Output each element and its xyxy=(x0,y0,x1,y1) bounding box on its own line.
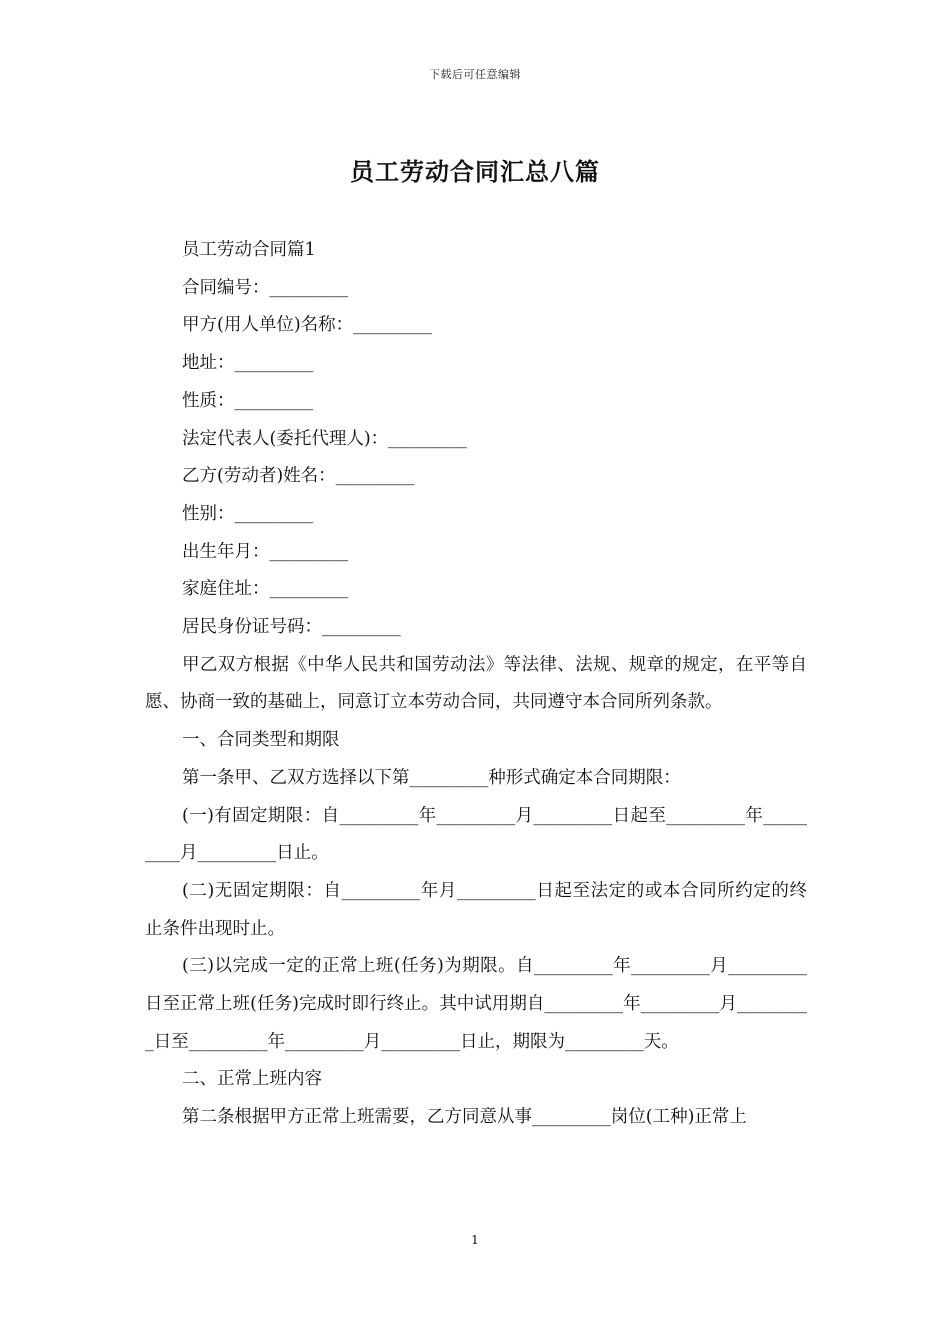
birth-date-field: 出生年月：_________ xyxy=(182,541,349,562)
address-field: 地址：_________ xyxy=(182,353,314,374)
section-heading-contract-type: 一、合同类型和期限 xyxy=(182,730,340,751)
clause-task-term: (三)以完成一定的正常上班(任务)为期限。自_________年_________月_________日至正常上班(任务)完成时即行终止。其中试用期自_________年_________月_________日至_________年_________月_________日止，期限为_________天。 xyxy=(145,956,807,1052)
clause-open-term: (二)无固定期限：自_________年月_________日起至法定的或本合同所约定的终止条件出现时止。 xyxy=(145,880,807,939)
gender-field: 性别：_________ xyxy=(182,503,314,524)
document-body xyxy=(145,232,807,1137)
party-b-name-field: 乙方(劳动者)姓名：_________ xyxy=(182,466,415,487)
article-two: 第二条根据甲方正常上班需要，乙方同意从事_________岗位(工种)正常上 xyxy=(182,1107,747,1128)
id-number-field: 居民身份证号码：_________ xyxy=(182,617,401,638)
preamble-paragraph: 甲乙双方根据《中华人民共和国劳动法》等法律、法规、规章的规定，在平等自愿、协商一致的基础上，同意订立本劳动合同，共同遵守本合同所列条款。 xyxy=(145,654,807,713)
page-header-note: 下载后可任意编辑 xyxy=(429,68,521,81)
party-a-name-field: 甲方(用人单位)名称：_________ xyxy=(182,315,432,336)
home-address-field: 家庭住址：_________ xyxy=(182,579,349,600)
section-heading-work-content: 二、正常上班内容 xyxy=(182,1069,322,1090)
article-one: 第一条甲、乙双方选择以下第_________种形式确定本合同期限： xyxy=(182,767,681,788)
legal-representative-field: 法定代表人(委托代理人)：_________ xyxy=(182,428,467,449)
page-number: 1 xyxy=(471,1233,479,1247)
clause-fixed-term: (一)有固定期限：自_________年_________月_________日起至_________年_________月_________日止。 xyxy=(145,805,807,864)
nature-field: 性质：_________ xyxy=(182,390,314,411)
contract-number-field: 合同编号：_________ xyxy=(182,277,349,298)
document-title: 员工劳动合同汇总八篇 xyxy=(350,157,600,186)
section-heading: 员工劳动合同篇1 xyxy=(182,240,316,260)
